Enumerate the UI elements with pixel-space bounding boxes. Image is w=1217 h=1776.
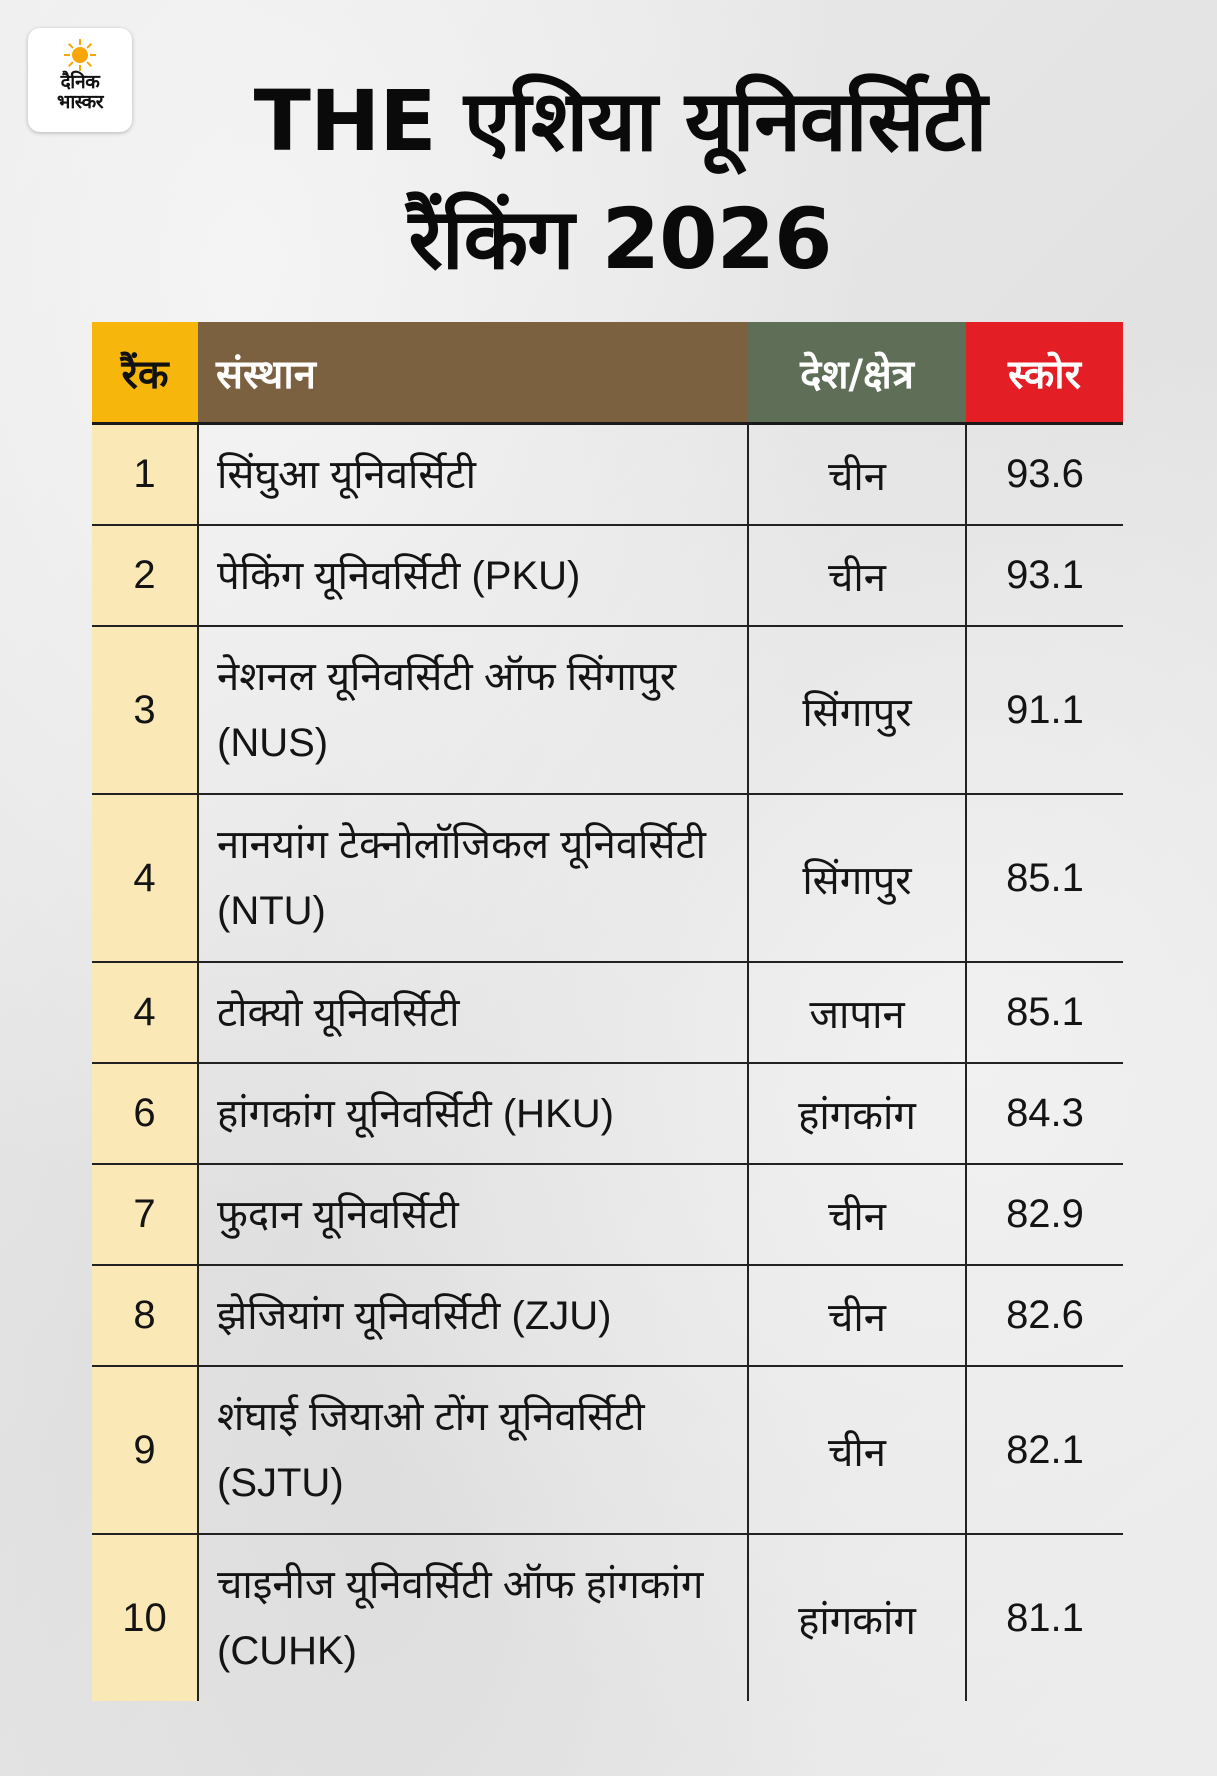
- table-row: [92, 962, 1123, 1063]
- institution-cell: [198, 1534, 748, 1701]
- score-cell: 93.1: [966, 525, 1123, 626]
- institution-cell: [198, 794, 748, 962]
- header-institution: संस्थान: [198, 322, 748, 424]
- institution-name: सिंघुआ यूनिवर्सिटी: [217, 452, 476, 497]
- header-country: देश/क्षेत्र: [748, 322, 966, 424]
- rank-cell: 6: [92, 1063, 198, 1164]
- score-cell: 82.9: [966, 1164, 1123, 1265]
- rank-cell: 2: [92, 525, 198, 626]
- country-cell: चीन: [748, 1366, 966, 1534]
- score-cell: 82.1: [966, 1366, 1123, 1534]
- institution-cell: [198, 1366, 748, 1534]
- table-row: [92, 1366, 1123, 1534]
- brand-logo: [28, 28, 132, 132]
- rank-cell: 8: [92, 1265, 198, 1366]
- score-cell: 82.6: [966, 1265, 1123, 1366]
- score-cell: 85.1: [966, 962, 1123, 1063]
- country-cell: जापान: [748, 962, 966, 1063]
- institution-name: पेकिंग यूनिवर्सिटी (PKU): [217, 553, 581, 598]
- sun-icon: [63, 38, 97, 72]
- rank-cell: 4: [92, 794, 198, 962]
- ranking-table: [92, 322, 1123, 1701]
- institution-name: शंघाई जियाओ टोंग यूनिवर्सिटी (SJTU): [217, 1395, 645, 1505]
- brand-name-line1: दैनिक: [60, 71, 100, 93]
- table-row: [92, 1534, 1123, 1701]
- table-row: [92, 626, 1123, 794]
- institution-name: नेशनल यूनिवर्सिटी ऑफ सिंगापुर (NUS): [217, 655, 677, 765]
- table-row: [92, 424, 1123, 526]
- score-cell: 85.1: [966, 794, 1123, 962]
- score-cell: 84.3: [966, 1063, 1123, 1164]
- score-cell: 91.1: [966, 626, 1123, 794]
- country-cell: सिंगापुर: [748, 626, 966, 794]
- brand-name-line2: भास्कर: [56, 91, 104, 113]
- table-row: [92, 1063, 1123, 1164]
- score-cell: 81.1: [1006, 1595, 1084, 1640]
- country-cell: चीन: [748, 525, 966, 626]
- page-title-line2: रैंकिंग 2026: [408, 190, 832, 288]
- institution-cell: [198, 1265, 748, 1366]
- table-row: [92, 794, 1123, 962]
- table-header-row: [92, 322, 1123, 424]
- country-cell: हांगकांग: [748, 1534, 966, 1701]
- rank-cell: 9: [92, 1366, 198, 1534]
- country-cell: हांगकांग: [748, 1063, 966, 1164]
- header-score: स्कोर: [966, 322, 1123, 424]
- rank-cell: 4: [92, 962, 198, 1063]
- rank-cell: 1: [92, 424, 198, 526]
- score-cell: 93.6: [966, 424, 1123, 526]
- institution-cell: [198, 1063, 748, 1164]
- institution-cell: [198, 962, 748, 1063]
- institution-cell: [198, 424, 748, 526]
- country-cell: चीन: [748, 1265, 966, 1366]
- institution-cell: [198, 1164, 748, 1265]
- header-rank: रैंक: [92, 322, 198, 424]
- rank-cell: 7: [92, 1164, 198, 1265]
- country-cell: चीन: [748, 424, 966, 526]
- country-cell: सिंगापुर: [748, 794, 966, 962]
- page-title-line1: THE एशिया यूनिवर्सिटी: [253, 72, 987, 170]
- institution-name: फुदान यूनिवर्सिटी: [217, 1192, 459, 1237]
- institution-cell: [198, 525, 748, 626]
- institution-name: नानयांग टेक्नोलॉजिकल यूनिवर्सिटी (NTU): [217, 823, 706, 933]
- country-cell: चीन: [748, 1164, 966, 1265]
- table-row: [92, 1164, 1123, 1265]
- institution-name: चाइनीज यूनिवर्सिटी ऑफ हांगकांग (CUHK): [217, 1563, 704, 1673]
- page-title: [150, 62, 1090, 298]
- table-row: [92, 525, 1123, 626]
- institution-name: हांगकांग यूनिवर्सिटी (HKU): [217, 1091, 614, 1136]
- institution-name: टोक्यो यूनिवर्सिटी: [217, 990, 460, 1035]
- rank-cell: 3: [92, 626, 198, 794]
- institution-name: झेजियांग यूनिवर्सिटी (ZJU): [217, 1293, 612, 1338]
- institution-cell: [198, 626, 748, 794]
- rank-cell: 10: [92, 1534, 198, 1701]
- table-row: [92, 1265, 1123, 1366]
